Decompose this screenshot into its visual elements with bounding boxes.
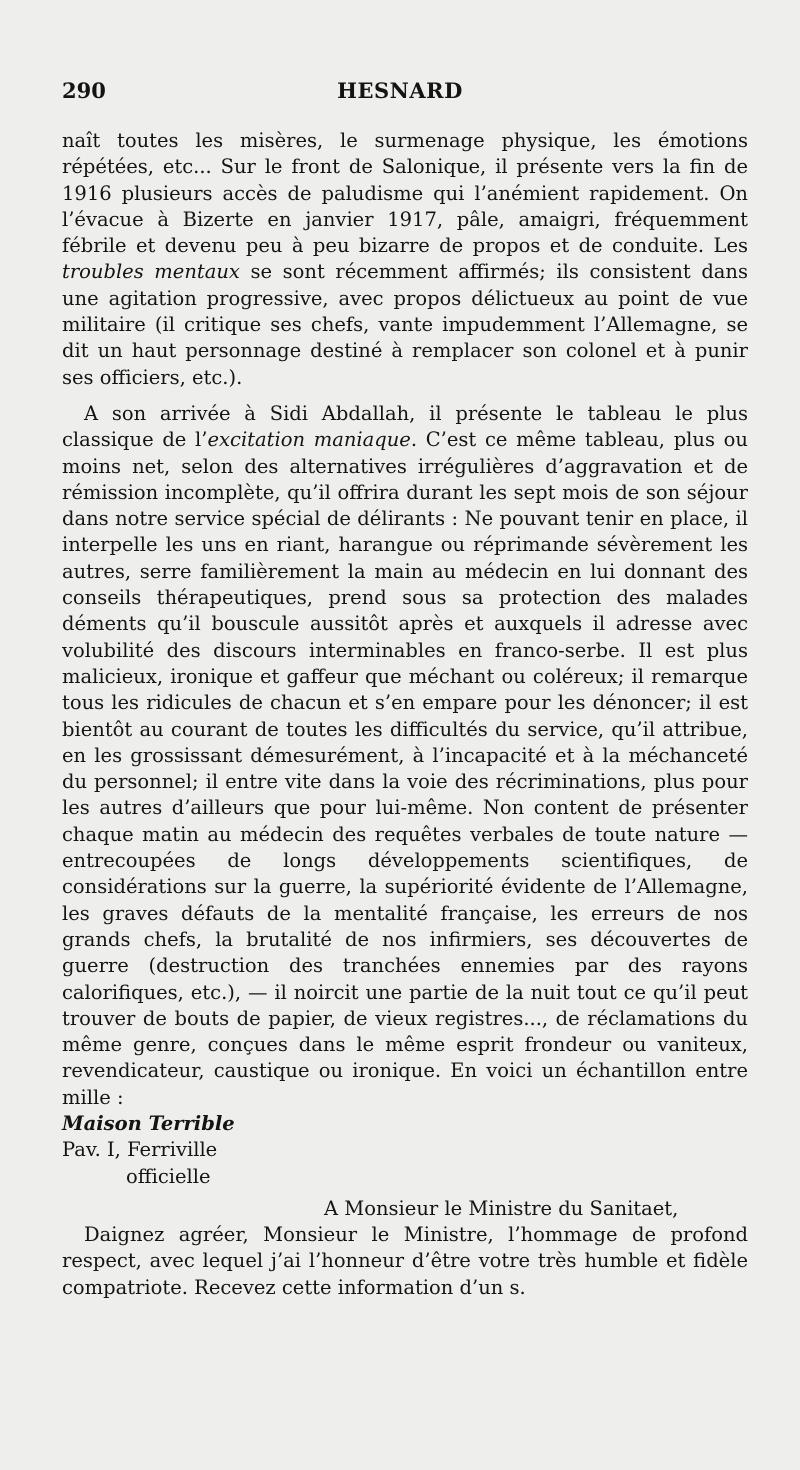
letter-excerpt <box>62 1111 748 1301</box>
text-run: naît toutes les misères, le surmenage physique, les émotions répétées, etc... Sur le front de Salonique, il présente vers la fin de 1916 plusieurs accès de paludisme qui l’anémient rapidement. On l’évacue à Bizerte en janvier 1917, pâle, amaigri, fréquemment fébrile et devenu peu à peu bizarre de propos et de conduite. Les <box>62 129 748 258</box>
letter-address: A Monsieur le Ministre du Sanitaet, <box>324 1196 679 1220</box>
text-run: se sont récemment affirmés; ils consistent dans une agitation progressive, avec propos délictueux au point de vue militaire (il critique ses chefs, vante impudemment l’Allemagne, se dit un haut personnage destiné à remplacer son colonel et à punir ses officiers, etc.). <box>62 260 748 389</box>
italic-phrase: troubles mentaux <box>62 260 240 284</box>
letter-house: Maison Terrible <box>62 1111 235 1135</box>
text-run: . C’est ce même tableau, plus ou moins net, selon des alternatives irrégulières d’aggravation et de rémission incomplète, qu’il offrira durant les sept mois de son séjour dans notre service spécial de délirants : Ne pouvant tenir en place, il interpelle les uns en riant, harangue ou réprimande sévèrement les autres, serre familièrement la main au médecin en lui donnant des conseils thérapeutiques, prend sous sa protection des malades déments qu’il bouscule aussitôt après et auxquels il adresse avec volubilité des discours interminables en franco-serbe. Il est plus malicieux, ironique et gaffeur que méchant ou coléreux; il remarque tous les ridicules de chacun et s’en empare pour les dénoncer; il est bientôt au courant de toutes les difficultés du service, qu’il attribue, en les grossissant démesurément, à l’incapacité et à la méchanceté du personnel; il entre vite dans la voie des récriminations, plus pour les autres d’ailleurs que pour lui-même. Non content de présenter chaque matin au médecin des requêtes verbales de toute nature — entrecoupées de longs développements scientifiques, de considérations sur la guerre, la supériorité évidente de l’Allemagne, les graves défauts de la mentalité française, les erreurs de nos grands chefs, la brutalité de nos infirmiers, ses découvertes de guerre (destruction des tranchées ennemies par des rayons calorifiques, etc.), — il noircit une partie de la nuit tout ce qu’il peut trouver de bouts de papier, de vieux registres..., de réclamations du même genre, conçues dans le même esprit frondeur ou vaniteux, revendicateur, caustique ou ironique. En voici un échantillon entre mille : <box>62 428 748 1109</box>
paragraphs <box>62 128 748 1111</box>
page-header <box>62 78 738 108</box>
italic-phrase: excitation maniaque <box>207 428 411 452</box>
running-head: HESNARD <box>337 78 463 103</box>
paragraph <box>62 401 748 1111</box>
letter-pavilion: Pav. I, Ferriville <box>62 1138 218 1162</box>
letter-official: officielle <box>126 1164 211 1188</box>
letter-closing: Daignez agréer, Monsieur le Ministre, l’hommage de profond respect, avec lequel j’ai l’honneur d’être votre très humble et fidèle compatriote. Recevez cette information d’un s. <box>62 1223 748 1299</box>
page-number: 290 <box>62 78 106 103</box>
text-run: A son arrivée à Sidi Abdallah, il présente le tableau le plus classique de l’ <box>62 401 748 452</box>
paragraph <box>62 128 748 391</box>
page-body <box>62 128 748 1301</box>
